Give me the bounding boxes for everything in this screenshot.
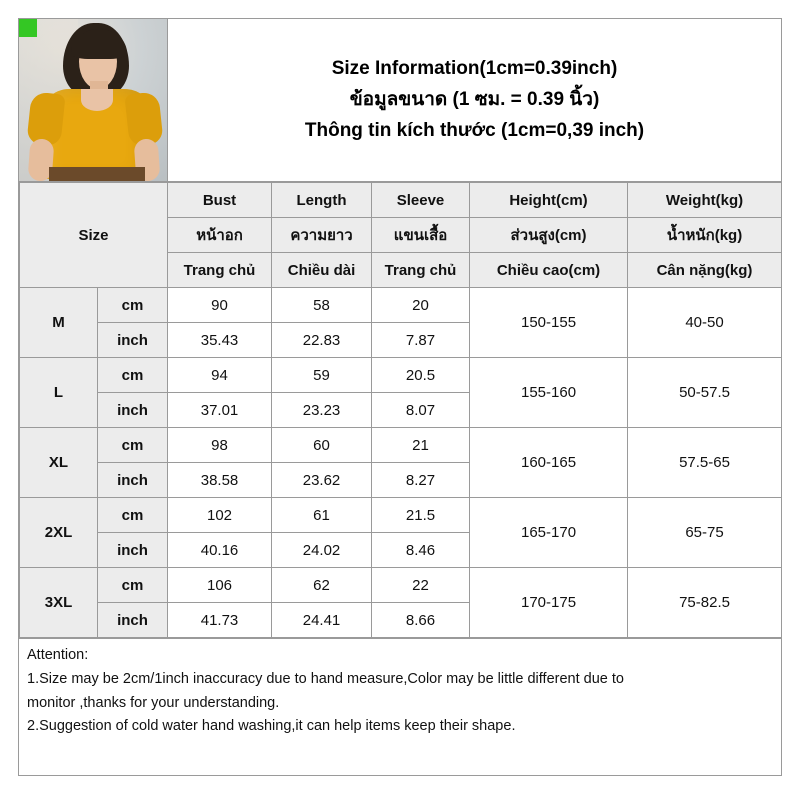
m-weight: 40-50 <box>628 288 782 358</box>
row-unit-inch: inch <box>98 323 168 358</box>
attention-line-2: monitor ,thanks for your understanding. <box>27 694 280 711</box>
col-height-th: ส่วนสูง(cm) <box>470 218 628 253</box>
row-size-2xl: 2XL <box>20 498 98 568</box>
xxl-height: 165-170 <box>470 498 628 568</box>
attention-line-3: 2.Suggestion of cold water hand washing,it can help items keep their shape. <box>27 718 516 735</box>
col-bust-en: Bust <box>168 183 272 218</box>
chart-header <box>19 19 781 182</box>
xxxl-inch-sleeve: 8.66 <box>372 603 470 638</box>
table-row <box>20 428 782 463</box>
table-row <box>20 498 782 533</box>
xxl-inch-sleeve: 8.46 <box>372 533 470 568</box>
title-line-th: ข้อมูลขนาด (1 ซม. = 0.39 นิ้ว) <box>349 89 600 111</box>
col-sleeve-vi: Trang chủ <box>372 253 470 288</box>
l-cm-bust: 94 <box>168 358 272 393</box>
col-length-vi: Chiều dài <box>272 253 372 288</box>
m-cm-length: 58 <box>272 288 372 323</box>
col-sleeve-en: Sleeve <box>372 183 470 218</box>
attention-block <box>19 638 781 775</box>
xl-cm-sleeve: 21 <box>372 428 470 463</box>
xl-height: 160-165 <box>470 428 628 498</box>
xxxl-cm-length: 62 <box>272 568 372 603</box>
m-inch-bust: 35.43 <box>168 323 272 358</box>
row-unit-inch: inch <box>98 533 168 568</box>
xxl-cm-bust: 102 <box>168 498 272 533</box>
row-unit-cm: cm <box>98 498 168 533</box>
row-unit-inch: inch <box>98 603 168 638</box>
m-height: 150-155 <box>470 288 628 358</box>
row-unit-cm: cm <box>98 428 168 463</box>
size-chart-sheet <box>18 18 782 776</box>
xl-inch-bust: 38.58 <box>168 463 272 498</box>
xxxl-inch-length: 24.41 <box>272 603 372 638</box>
row-unit-cm: cm <box>98 288 168 323</box>
row-unit-inch: inch <box>98 393 168 428</box>
size-header-cell: Size <box>20 183 168 288</box>
attention-heading: Attention: <box>27 647 89 663</box>
col-bust-vi: Trang chủ <box>168 253 272 288</box>
title-line-vi: Thông tin kích thước (1cm=0,39 inch) <box>304 119 645 141</box>
row-size-l: L <box>20 358 98 428</box>
xl-cm-bust: 98 <box>168 428 272 463</box>
m-inch-sleeve: 7.87 <box>372 323 470 358</box>
row-unit-cm: cm <box>98 358 168 393</box>
col-height-vi: Chiều cao(cm) <box>470 253 628 288</box>
xl-inch-sleeve: 8.27 <box>372 463 470 498</box>
xxxl-weight: 75-82.5 <box>628 568 782 638</box>
l-weight: 50-57.5 <box>628 358 782 428</box>
l-inch-sleeve: 8.07 <box>372 393 470 428</box>
xxl-cm-length: 61 <box>272 498 372 533</box>
xl-cm-length: 60 <box>272 428 372 463</box>
row-size-3xl: 3XL <box>20 568 98 638</box>
attention-line-1: 1.Size may be 2cm/1inch inaccuracy due to hand measure,Color may be little different due to <box>27 670 624 687</box>
col-height-en: Height(cm) <box>470 183 628 218</box>
table-header-row-en <box>20 183 782 218</box>
m-inch-length: 22.83 <box>272 323 372 358</box>
col-weight-th: น้ำหนัก(kg) <box>628 218 782 253</box>
row-unit-cm: cm <box>98 568 168 603</box>
xxl-cm-sleeve: 21.5 <box>372 498 470 533</box>
row-size-xl: XL <box>20 428 98 498</box>
col-length-th: ความยาว <box>272 218 372 253</box>
col-bust-th: หน้าอก <box>168 218 272 253</box>
col-length-en: Length <box>272 183 372 218</box>
product-photo <box>19 19 168 181</box>
green-badge-icon <box>19 19 37 37</box>
xl-inch-length: 23.62 <box>272 463 372 498</box>
col-weight-vi: Cân nặng(kg) <box>628 253 782 288</box>
title-block <box>168 19 781 181</box>
table-row <box>20 358 782 393</box>
xxl-inch-bust: 40.16 <box>168 533 272 568</box>
table-row <box>20 288 782 323</box>
col-weight-en: Weight(kg) <box>628 183 782 218</box>
row-unit-inch: inch <box>98 463 168 498</box>
l-cm-length: 59 <box>272 358 372 393</box>
l-height: 155-160 <box>470 358 628 428</box>
xl-weight: 57.5-65 <box>628 428 782 498</box>
xxxl-height: 170-175 <box>470 568 628 638</box>
m-cm-sleeve: 20 <box>372 288 470 323</box>
xxxl-cm-bust: 106 <box>168 568 272 603</box>
m-cm-bust: 90 <box>168 288 272 323</box>
col-sleeve-th: แขนเสื้อ <box>372 218 470 253</box>
l-cm-sleeve: 20.5 <box>372 358 470 393</box>
row-size-m: M <box>20 288 98 358</box>
model-belt <box>49 167 145 181</box>
shirt-sleeve-left <box>26 91 65 146</box>
xxl-weight: 65-75 <box>628 498 782 568</box>
size-table <box>19 182 782 638</box>
xxxl-cm-sleeve: 22 <box>372 568 470 603</box>
l-inch-length: 23.23 <box>272 393 372 428</box>
title-line-en: Size Information(1cm=0.39inch) <box>331 58 618 80</box>
l-inch-bust: 37.01 <box>168 393 272 428</box>
table-row <box>20 568 782 603</box>
xxxl-inch-bust: 41.73 <box>168 603 272 638</box>
shirt-collar <box>81 89 113 111</box>
xxl-inch-length: 24.02 <box>272 533 372 568</box>
